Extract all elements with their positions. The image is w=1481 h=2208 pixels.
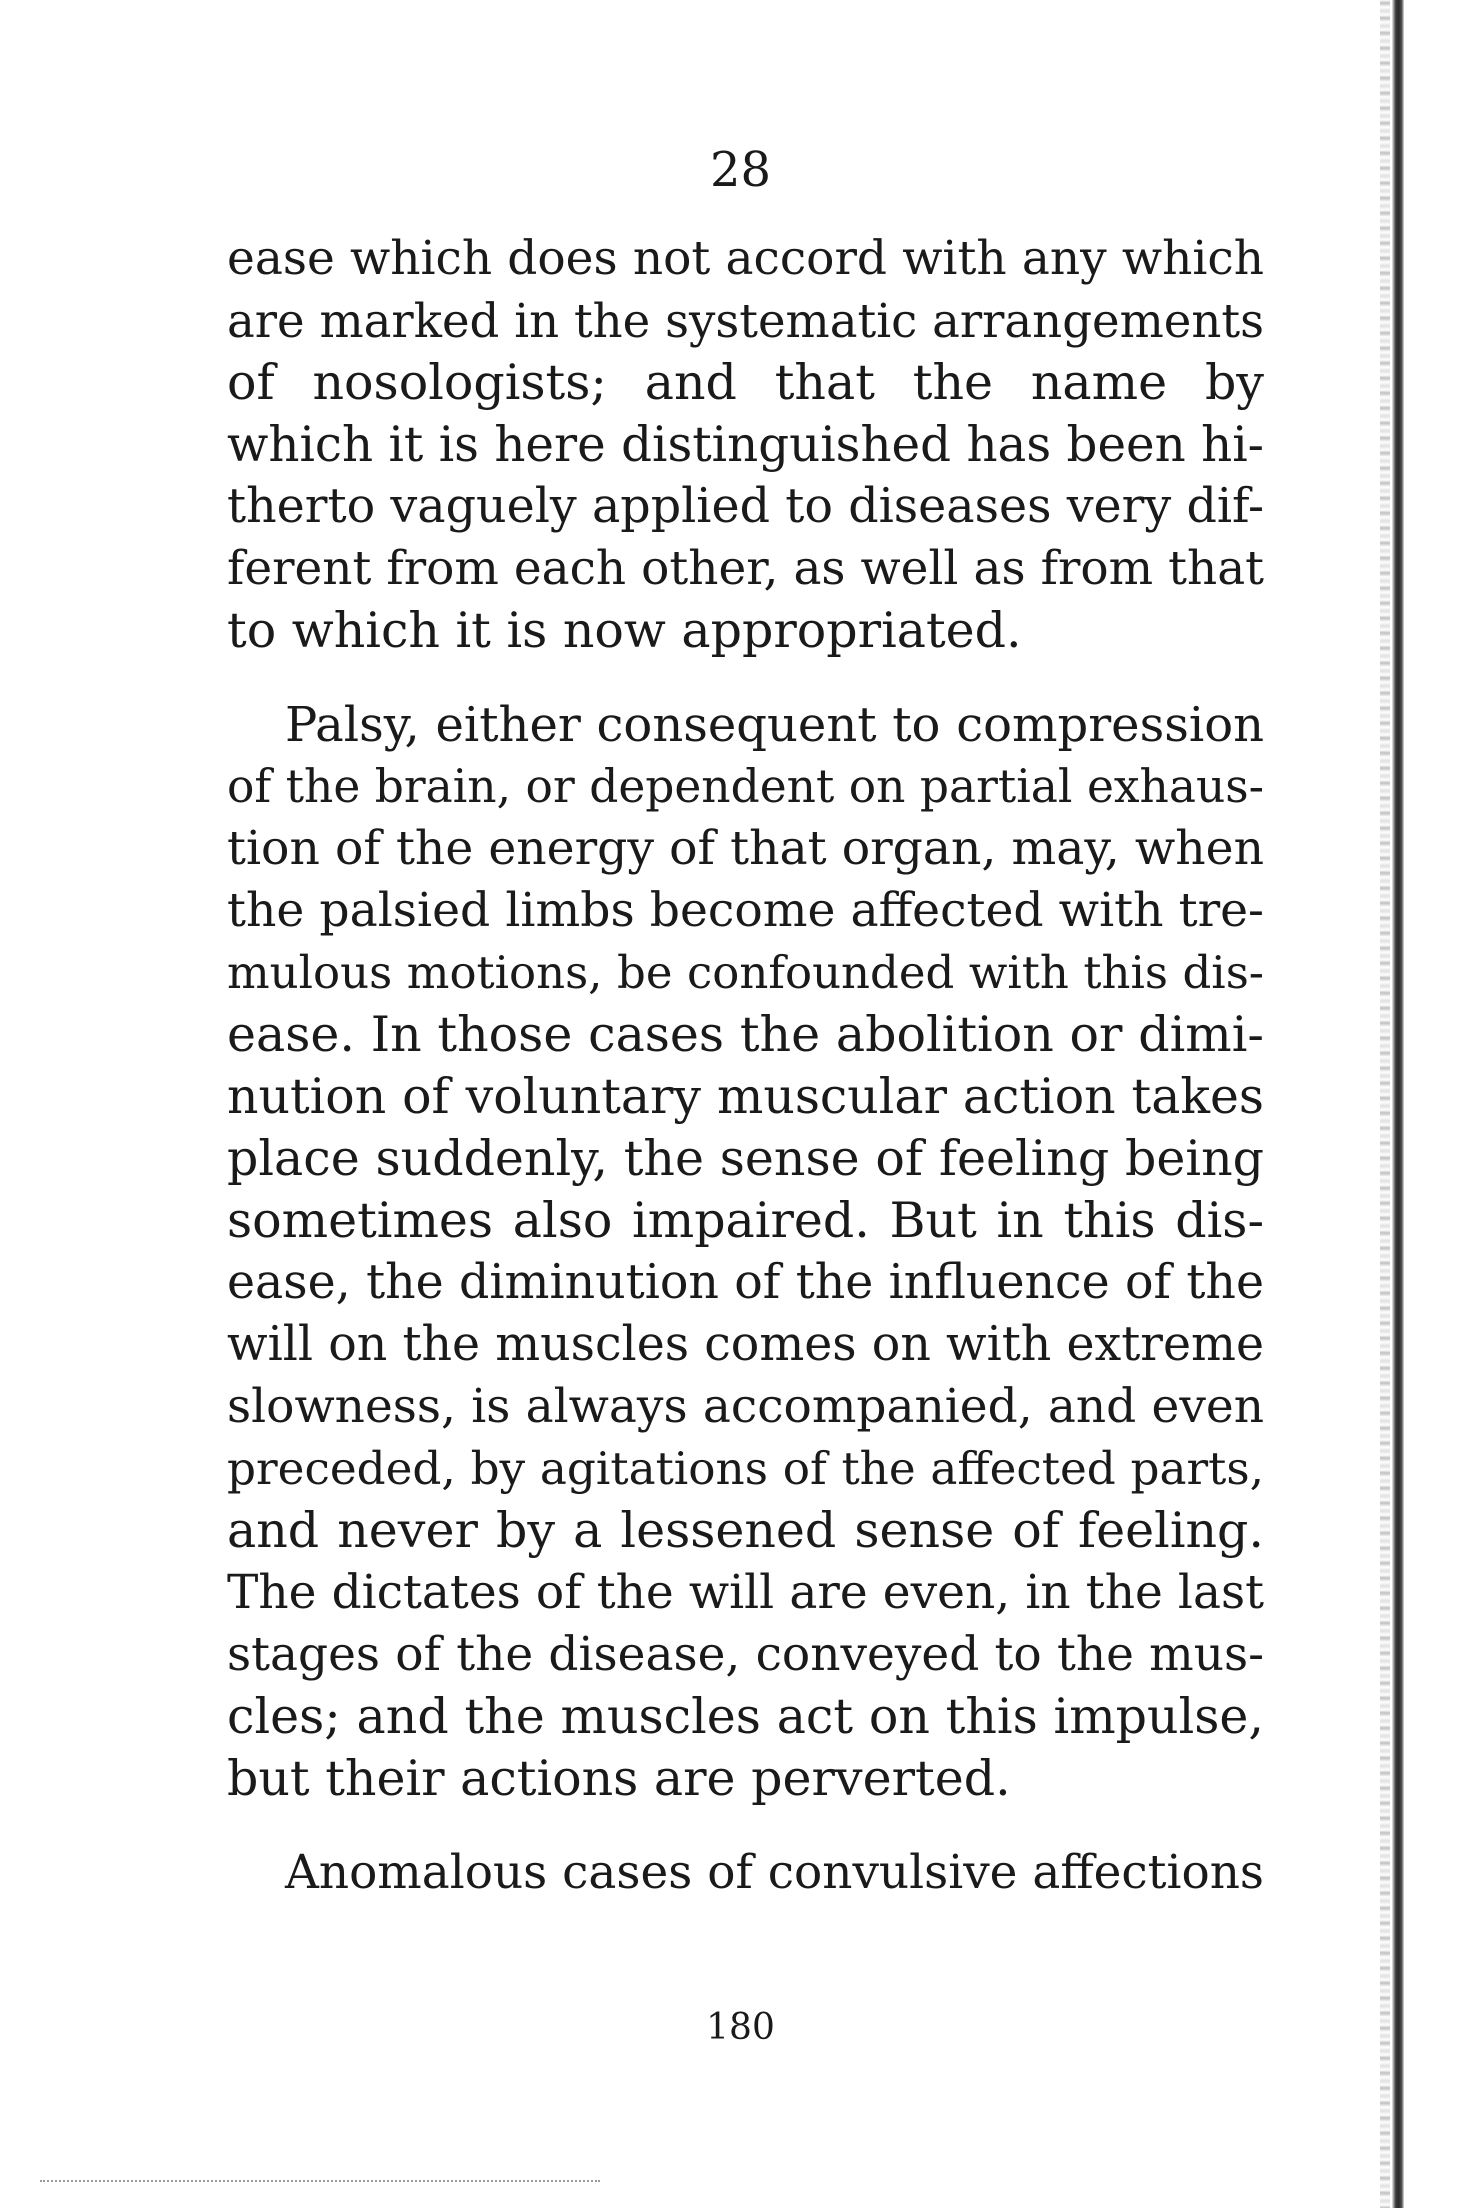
text-line: The dictates of the will are even, in the last xyxy=(227,1565,1264,1620)
text-line: ease, the diminution of the influence of the xyxy=(227,1255,1264,1310)
text-line: of the brain, or dependent on partial exhaus- xyxy=(227,760,1264,813)
text-line: sometimes also impaired. But in this dis- xyxy=(227,1192,1264,1249)
text-line: ferent from each other, as well as from that xyxy=(227,541,1264,596)
text-line: and never by a lessened sense of feeling. xyxy=(227,1502,1264,1559)
text-line: Palsy, either consequent to compression xyxy=(285,697,1264,753)
text-line: Anomalous cases of convulsive affections xyxy=(285,1845,1264,1900)
text-line: will on the muscles comes on with extreme xyxy=(227,1317,1264,1372)
text-line: tion of the energy of that organ, may, when xyxy=(227,821,1264,876)
text-line: slowness, is always accompanied, and even xyxy=(227,1379,1264,1434)
body-text xyxy=(227,228,1264,1904)
text-line: are marked in the systematic arrangements xyxy=(227,294,1264,348)
text-line: which it is here distinguished has been hi- xyxy=(227,417,1264,473)
text-line: of nosologists; and that the name by xyxy=(227,354,1264,411)
paragraph-3 xyxy=(227,1842,1264,1904)
text-line: to which it is now appropriated. xyxy=(227,602,1022,659)
scan-specks xyxy=(40,2180,600,2186)
binding-edge xyxy=(1392,0,1404,2208)
paragraph-gap xyxy=(227,662,1264,694)
text-line: place suddenly, the sense of feeling being xyxy=(227,1130,1264,1187)
paragraph-1 xyxy=(227,228,1264,662)
signature-mark: 180 xyxy=(706,2007,775,2048)
paragraph-gap xyxy=(227,1810,1264,1842)
text-line: ease. In those cases the abolition or dimi- xyxy=(227,1006,1264,1063)
text-line: cles; and the muscles act on this impulse, xyxy=(227,1688,1264,1745)
text-line: mulous motions, be confounded with this dis- xyxy=(227,946,1264,999)
binding-shadow xyxy=(1380,0,1390,2208)
text-line: nution of voluntary muscular action takes xyxy=(227,1068,1264,1125)
text-line: but their actions are perverted. xyxy=(227,1750,1011,1807)
text-line: the palsied limbs become affected with tre- xyxy=(227,883,1264,938)
page-number: 28 xyxy=(709,142,772,198)
text-line: preceded, by agitations of the affected parts, xyxy=(227,1442,1264,1495)
paragraph-2 xyxy=(227,694,1264,1810)
text-line: ease which does not accord with any which xyxy=(227,231,1264,286)
text-line: stages of the disease, conveyed to the mus- xyxy=(227,1627,1264,1682)
text-line: therto vaguely applied to diseases very dif- xyxy=(227,479,1264,534)
